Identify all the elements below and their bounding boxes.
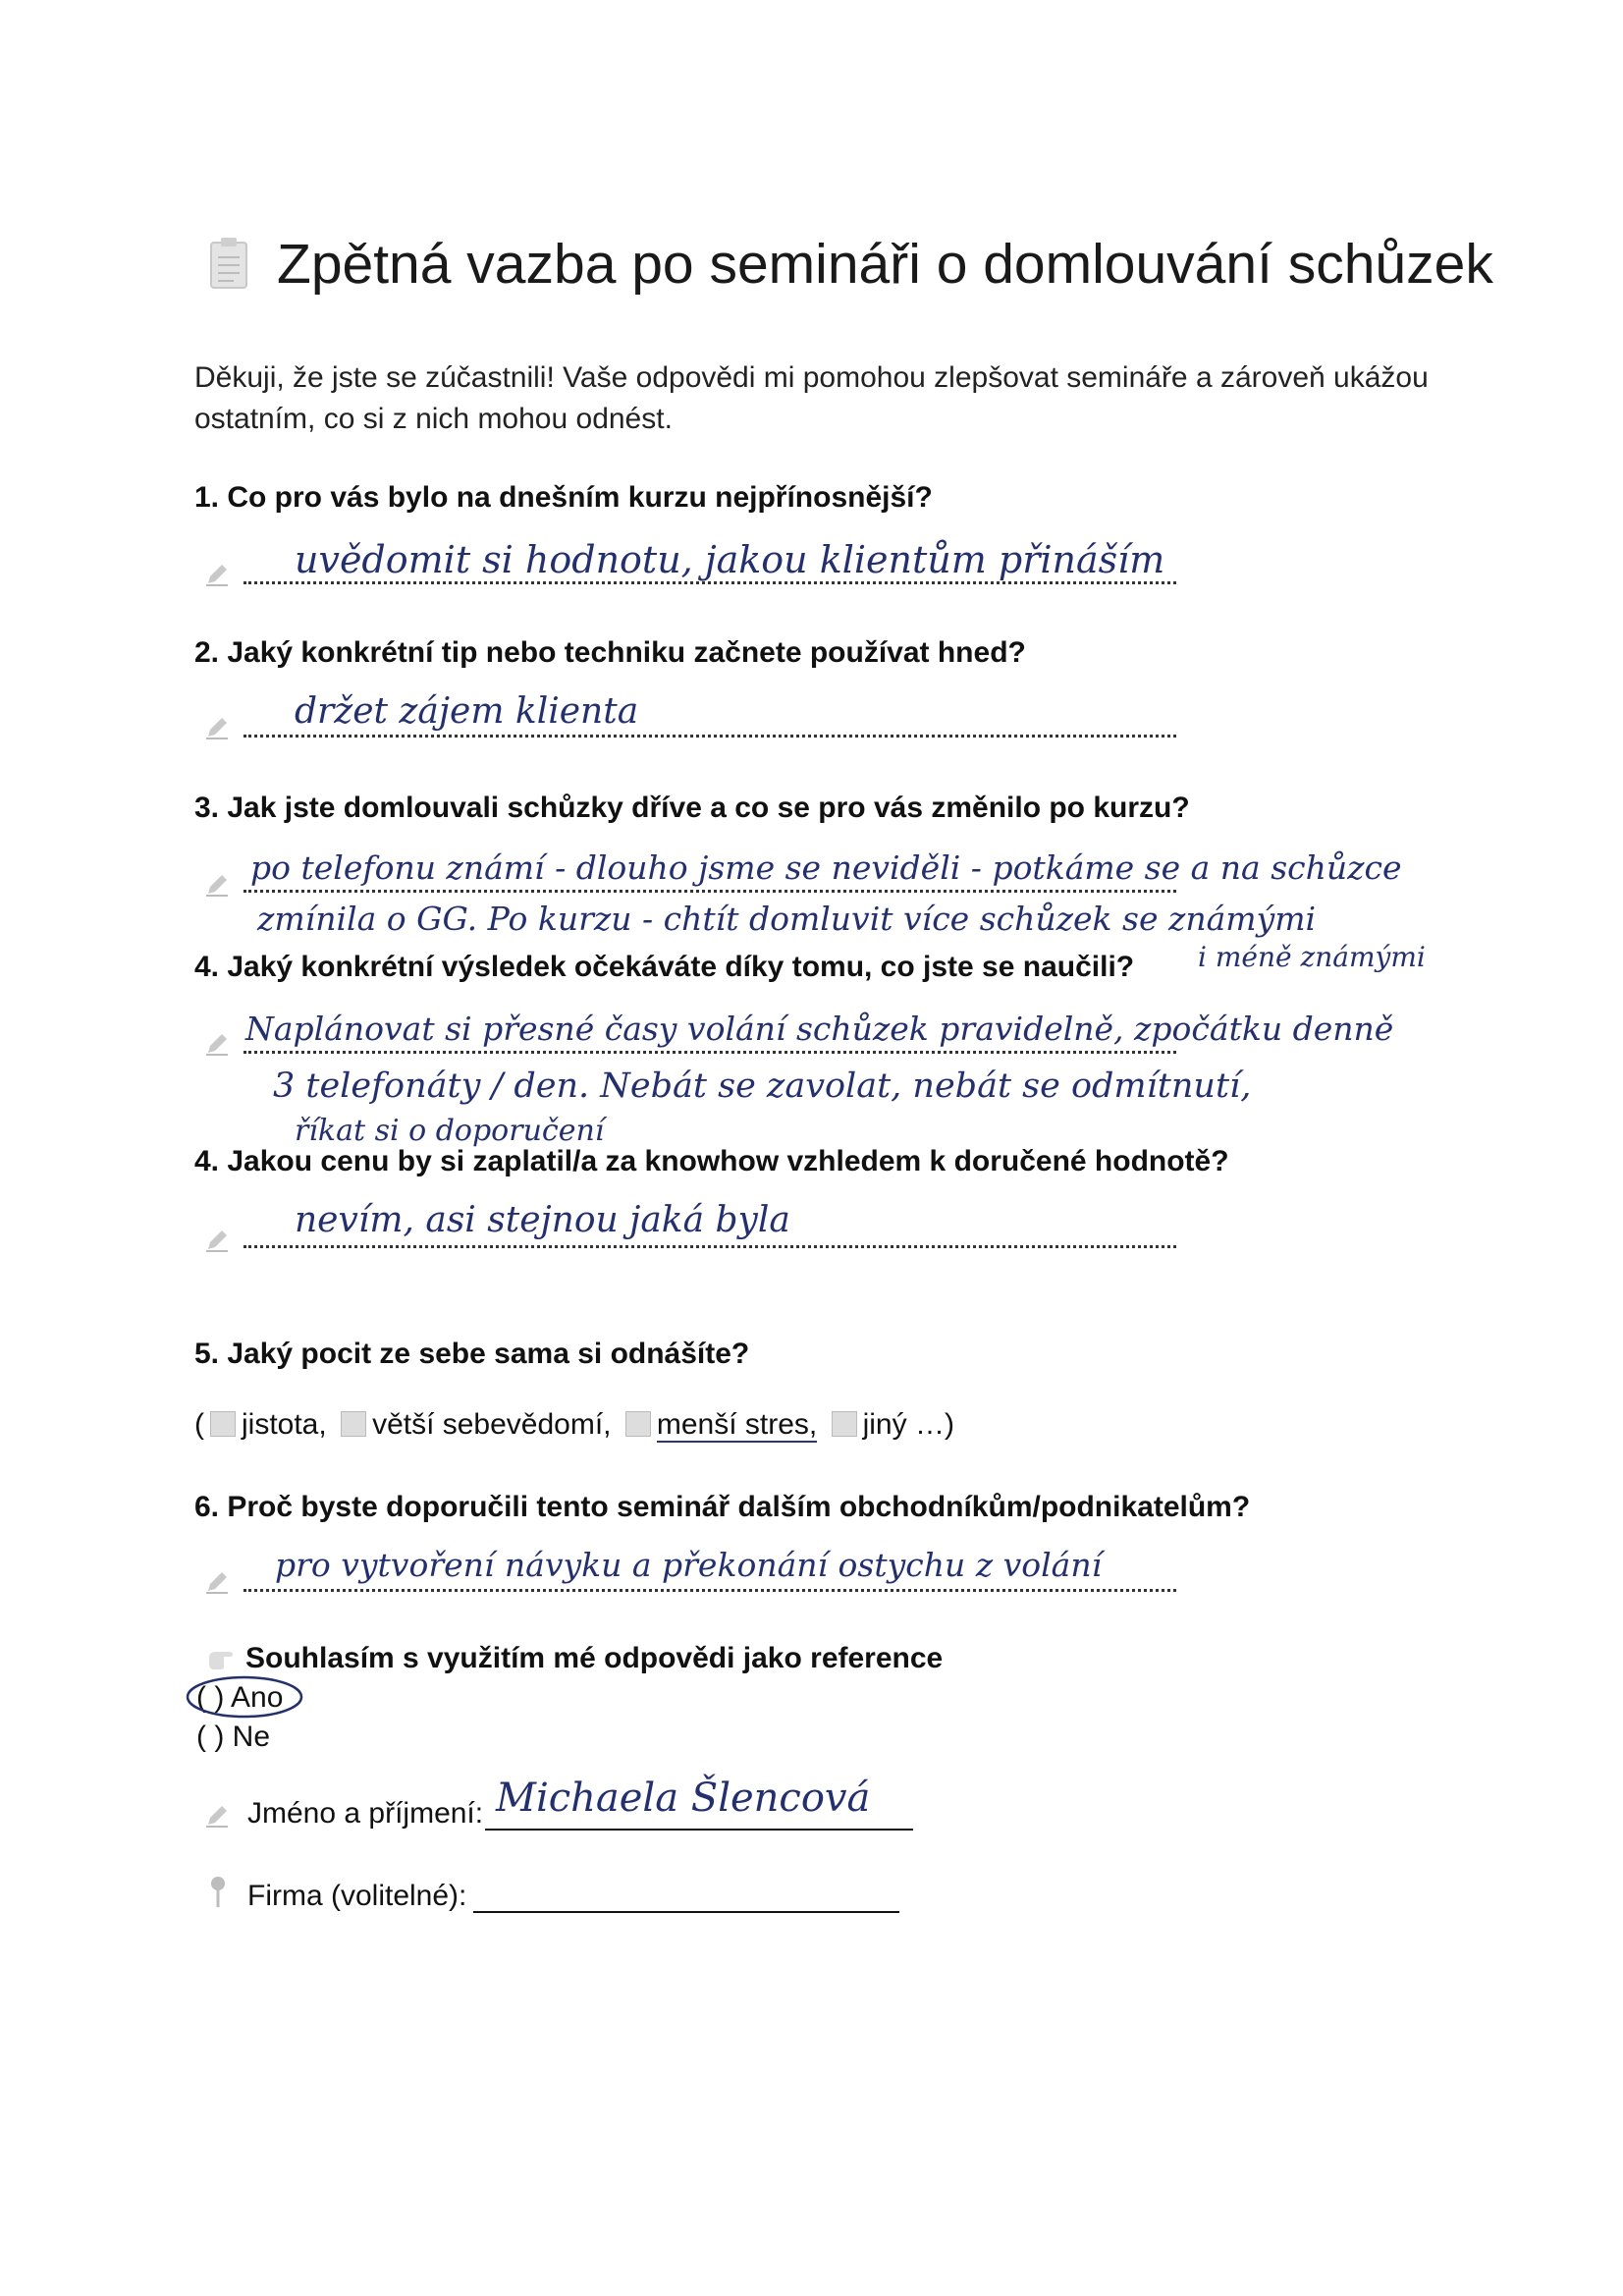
checkbox-jiny[interactable] bbox=[832, 1411, 857, 1437]
company-field[interactable] bbox=[473, 1911, 899, 1913]
answer-4-line-3: říkat si o doporučení bbox=[295, 1114, 605, 1148]
answer-line[interactable] bbox=[243, 1051, 1176, 1054]
question-6: 6. Proč byste doporučili tento seminář dalším obchodníkům/podnikatelům? bbox=[194, 1491, 1251, 1523]
clipboard-icon bbox=[208, 236, 249, 291]
checkbox-jistota[interactable] bbox=[210, 1411, 236, 1437]
question-4: 4. Jaký konkrétní výsledek očekáváte díky tomu, co jste se naučili? bbox=[194, 951, 1135, 983]
option-mensi-stres: menší stres, bbox=[656, 1408, 818, 1441]
selection-circle bbox=[185, 1671, 304, 1722]
answer-line[interactable] bbox=[243, 735, 1176, 738]
intro-text: Děkuji, že jste se zúčastnili! Vaše odpovědi mi pomohou zlepšovat semináře a zároveň ukážou ostatním, co si z nich mohou odnést. bbox=[194, 361, 1429, 435]
answer-4b: nevím, asi stejnou jaká byla bbox=[295, 1200, 790, 1240]
answer-line[interactable] bbox=[243, 1245, 1176, 1248]
checkbox-sebevedomi[interactable] bbox=[341, 1411, 366, 1437]
question-3: 3. Jak jste domlouvali schůzky dříve a co se pro vás změnilo po kurzu? bbox=[194, 792, 1190, 824]
answer-1: uvědomit si hodnotu, jakou klientům přináším bbox=[295, 538, 1165, 581]
pen-icon bbox=[204, 715, 230, 740]
option-jiny: jiný …) bbox=[862, 1408, 954, 1441]
answer-line[interactable] bbox=[243, 581, 1176, 584]
consent-label: Souhlasím s využitím mé odpovědi jako reference bbox=[245, 1642, 944, 1674]
answer-4-line-2: 3 telefonáty / den. Nebát se zavolat, nebát se odmítnutí, bbox=[273, 1066, 1252, 1106]
pen-icon bbox=[204, 562, 230, 587]
answer-4-line-1: Naplánovat si přesné časy volání schůzek pravidelně, zpočátku denně bbox=[245, 1010, 1394, 1048]
answer-3-line-3: i méně známými bbox=[1198, 941, 1426, 973]
question-5: 5. Jaký pocit ze sebe sama si odnášíte? bbox=[194, 1338, 750, 1370]
question-1: 1. Co pro vás bylo na dnešním kurzu nejpřínosnější? bbox=[194, 481, 933, 514]
question-4b: 4. Jakou cenu by si zaplatil/a za knowhow vzhledem k doručené hodnotě? bbox=[194, 1145, 1229, 1177]
hand-icon bbox=[206, 1644, 236, 1671]
name-value: Michaela Šlencová bbox=[496, 1776, 871, 1821]
pen-icon bbox=[204, 872, 230, 898]
answer-2: držet zájem klienta bbox=[295, 691, 639, 732]
page-title: Zpětná vazba po semináři o domlouvání schůzek bbox=[277, 233, 1493, 296]
option-sebevedomi: větší sebevědomí, bbox=[372, 1408, 612, 1441]
answer-line[interactable] bbox=[243, 890, 1176, 893]
feelings-options bbox=[194, 1408, 954, 1442]
answer-6: pro vytvoření návyku a překonání ostychu z volání bbox=[275, 1546, 1103, 1584]
name-field[interactable] bbox=[485, 1829, 913, 1831]
answer-3-line-2: zmínila o GG. Po kurzu - chtít domluvit více schůzek se známými bbox=[257, 900, 1317, 938]
pen-icon bbox=[204, 1031, 230, 1057]
answer-line[interactable] bbox=[243, 1589, 1176, 1592]
question-2: 2. Jaký konkrétní tip nebo techniku začnete používat hned? bbox=[194, 636, 1026, 669]
pen-icon bbox=[204, 1228, 230, 1253]
consent-yes[interactable]: ( ) Ano bbox=[196, 1681, 284, 1714]
pin-icon bbox=[208, 1876, 228, 1909]
consent-no[interactable]: ( ) Ne bbox=[196, 1721, 270, 1753]
company-label: Firma (volitelné): bbox=[247, 1880, 467, 1912]
checkbox-mensi-stres[interactable] bbox=[625, 1411, 651, 1437]
name-label: Jméno a příjmení: bbox=[247, 1797, 484, 1830]
pen-icon bbox=[204, 1803, 230, 1829]
pen-icon bbox=[204, 1569, 230, 1595]
answer-3-line-1: po telefonu známí - dlouho jsme se neviděli - potkáme se a na schůzce bbox=[250, 848, 1402, 887]
open-paren: ( bbox=[194, 1408, 204, 1441]
option-jistota: jistota, bbox=[242, 1408, 327, 1441]
